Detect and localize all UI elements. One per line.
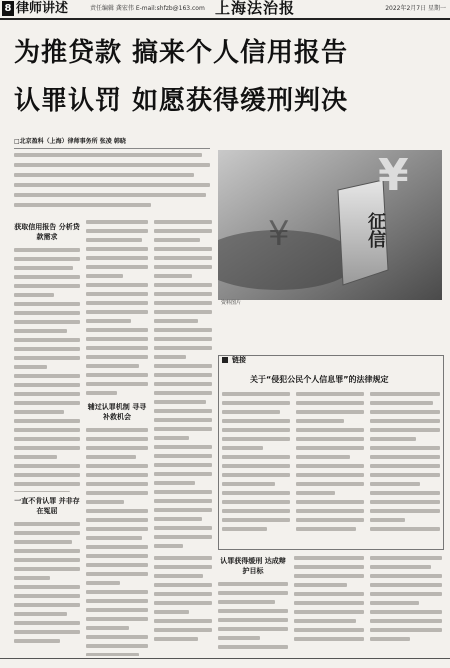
- photo-caption: 资料图片: [221, 300, 242, 306]
- byline: □北京盈科（上海）律师事务所 张凌 韩晓: [14, 138, 126, 145]
- subhead-left-2: 一直不肯认罪 并非存在冤屈: [14, 497, 80, 515]
- sidebar-label: 链接: [232, 356, 246, 364]
- link-square-icon: [222, 357, 228, 363]
- section-title: 律师讲述: [16, 1, 69, 16]
- header-rule: [0, 18, 450, 20]
- bottom-col-2: [294, 556, 364, 656]
- subhead-mid-2: 认罪获得缓刑 达成辩护目标: [220, 557, 286, 575]
- page-number: 8: [2, 1, 14, 16]
- bottom-col-1: [218, 582, 288, 656]
- mid-col-text-2: [86, 428, 148, 656]
- sidebar-col-2: [296, 392, 364, 546]
- page-footer-rule: [0, 658, 450, 668]
- intro-text: [14, 153, 210, 215]
- fourth-col-text: [154, 556, 212, 656]
- left-col-text-2: [14, 522, 80, 656]
- subhead-mid-1: 辅过认罪机制 寻寻补救机会: [87, 403, 147, 421]
- newspaper-logo: 上海法治报: [215, 0, 296, 17]
- subhead-left-1: 获取信用报告 分析贷款需求: [14, 223, 80, 241]
- credit-photo: [218, 150, 442, 300]
- third-col-text: [154, 220, 212, 550]
- editor-info: 责任编辑 龚宏伟 E-mail:shfzb@163.com: [90, 5, 205, 12]
- sidebar-title: 关于“侵犯公民个人信息罪”的法律规定: [250, 375, 389, 384]
- left-col-text-1: [14, 248, 80, 492]
- svg-text:¥: ¥: [378, 150, 409, 201]
- mid-col-text-1: [86, 220, 148, 398]
- sidebar-col-1: [222, 392, 290, 546]
- headline-line-2: 认罪认罚 如愿获得缓刑判决: [14, 86, 349, 116]
- issue-date: 2022年2月7日 星期一: [385, 5, 446, 12]
- byline-rule: [14, 148, 210, 149]
- page-header: [0, 0, 450, 18]
- sign-text: 征信: [365, 212, 386, 248]
- svg-text:¥: ¥: [268, 214, 290, 254]
- bottom-col-3: [370, 556, 442, 656]
- sidebar-col-3: [370, 392, 440, 546]
- headline-line-1: 为推贷款 搞来个人信用报告: [14, 38, 349, 68]
